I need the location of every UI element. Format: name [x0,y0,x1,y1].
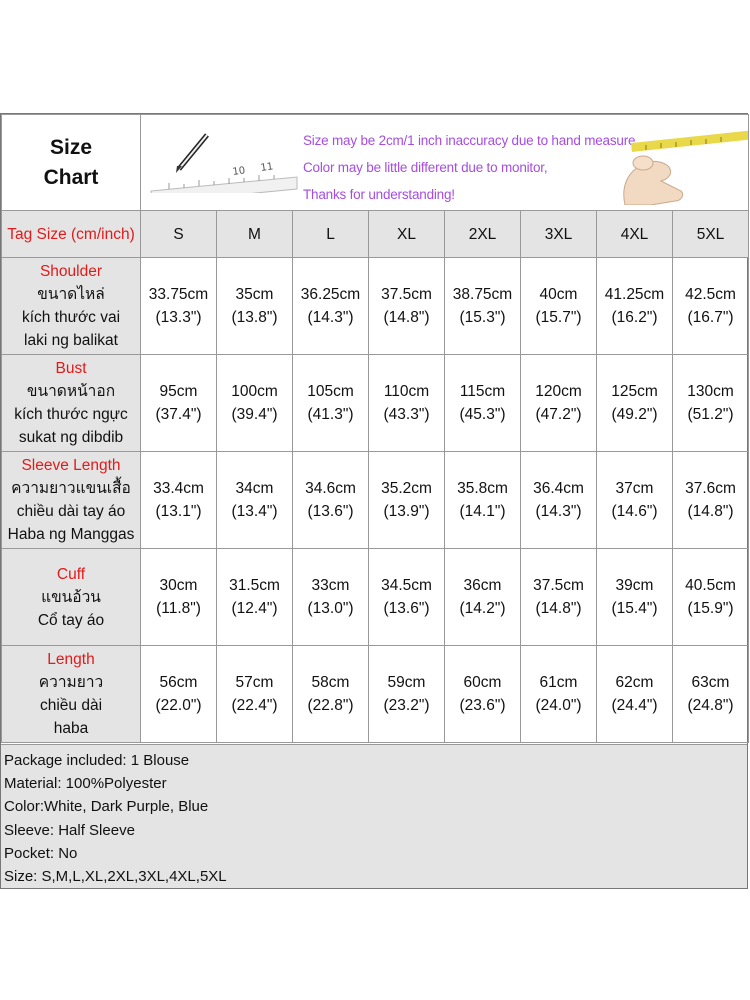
package-included: Package included: 1 Blouse [4,752,190,769]
measurement-cell [521,452,597,549]
size-header-m: M [217,211,293,258]
measurement-cell [369,355,445,452]
value-inch: (13.9") [383,503,430,520]
measurement-translation: kích thước ngực [14,406,128,423]
value-inch: (13.1") [155,503,202,520]
value-cm: 60cm [463,674,502,691]
measurement-cell [521,549,597,646]
value-cm: 100cm [231,383,278,400]
value-inch: (24.4") [611,697,658,714]
size-header-xl: XL [369,211,445,258]
value-inch: (14.8") [687,503,734,520]
measurement-cell [445,452,521,549]
measurement-label [2,452,141,549]
value-cm: 38.75cm [452,286,513,303]
measurement-label [2,646,141,743]
measurement-cell [521,258,597,355]
tag-size-label: Tag Size (cm/inch) [2,211,141,258]
measurement-cell [141,549,217,646]
measurement-cell [673,452,749,549]
value-cm: 58cm [311,674,350,691]
value-inch: (41.3") [307,406,354,423]
measurement-cell [293,452,369,549]
measurement-cell [217,452,293,549]
measurement-cell [217,646,293,743]
note-line-1: Size may be 2cm/1 inch inaccuracy due to hand measure, [303,133,639,148]
value-inch: (13.6") [383,600,430,617]
measurement-translation: haba [53,720,89,737]
measurement-cell [369,549,445,646]
measurement-cell [141,258,217,355]
note-line-2: Color may be little different due to monitor, [303,160,548,175]
size-chart-table [1,114,749,743]
sleeve-type: Sleeve: Half Sleeve [4,821,135,839]
measure-note-banner [141,115,749,211]
value-inch: (23.2") [383,697,430,714]
measurement-cell [445,646,521,743]
value-inch: (24.8") [687,697,734,714]
measurement-cell [597,549,673,646]
value-cm: 35cm [235,286,274,303]
measurement-translation: ความยาวแขนเสื้อ [11,480,131,497]
measurement-cell [293,355,369,452]
size-header-s: S [141,211,217,258]
value-cm: 110cm [383,383,430,400]
value-inch: (22.4") [231,697,278,714]
value-cm: 62cm [615,674,654,691]
value-inch: (22.8") [307,697,354,714]
measurement-row [2,258,749,355]
value-inch: (37.4") [155,406,202,423]
value-inch: (14.6") [611,503,658,520]
value-inch: (22.0") [155,697,202,714]
measurement-cell [141,646,217,743]
value-inch: (24.0") [535,697,582,714]
measurement-cell [445,355,521,452]
value-cm: 33cm [311,577,350,594]
size-chart-title [2,115,141,211]
value-inch: (13.8") [231,309,278,326]
measurement-row [2,549,749,646]
size-chart-sheet [0,113,748,889]
value-cm: 120cm [535,383,582,400]
measurement-translation: Haba ng Manggas [7,526,135,543]
value-inch: (15.3") [459,309,506,326]
value-inch: (14.3") [307,309,354,326]
value-cm: 63cm [691,674,730,691]
ruler-number-11: 11 [259,161,275,174]
value-inch: (14.8") [535,600,582,617]
measurement-cell [597,258,673,355]
measurement-cell [369,646,445,743]
ruler-number-10: 10 [231,165,247,178]
measurement-cell [217,258,293,355]
measurement-cell [673,355,749,452]
value-inch: (39.4") [231,406,278,423]
measurement-cell [445,549,521,646]
value-inch: (45.3") [459,406,506,423]
measurement-title: Sleeve Length [21,457,121,474]
measurement-cell [597,646,673,743]
size-header-5xl: 5XL [673,211,749,258]
value-cm: 34.6cm [305,480,356,497]
measurement-row [2,646,749,743]
value-inch: (16.7") [687,309,734,326]
value-inch: (16.2") [611,309,658,326]
measurement-cell [217,549,293,646]
value-cm: 115cm [459,383,506,400]
material: Material: 100%Polyester [4,775,167,793]
product-details [1,744,747,888]
value-inch: (15.9") [687,600,734,617]
value-cm: 59cm [387,674,426,691]
measurement-cell [293,549,369,646]
measurement-translation: sukat ng dibdib [18,429,124,446]
value-inch: (23.6") [459,697,506,714]
measurement-title: Length [47,651,95,668]
value-cm: 95cm [159,383,198,400]
value-inch: (13.4") [231,503,278,520]
measurement-translation: Cổ tay áo [37,611,105,629]
value-cm: 33.4cm [153,480,204,497]
measurement-cell [597,355,673,452]
color-options: Color:White, Dark Purple, Blue [4,798,209,816]
measurement-label [2,549,141,646]
ruler-pencil-icon [149,133,299,193]
title-line-2: Chart [43,165,99,189]
measurement-cell [445,258,521,355]
value-cm: 56cm [159,674,198,691]
measurement-translation: ขนาดหน้าอก [26,383,116,400]
measurement-translation: laki ng balikat [24,332,118,349]
size-header-4xl: 4XL [597,211,673,258]
value-inch: (49.2") [611,406,658,423]
measurement-cell [521,646,597,743]
value-cm: 37.5cm [533,577,584,594]
value-cm: 39cm [615,577,654,594]
value-cm: 61cm [539,674,578,691]
value-cm: 35.2cm [381,480,432,497]
tag-size-row [2,211,749,258]
value-inch: (47.2") [535,406,582,423]
value-cm: 35.8cm [457,480,508,497]
measurement-translation: chiều dài [39,697,103,714]
value-cm: 40cm [539,286,578,303]
value-inch: (11.8") [156,600,201,617]
value-cm: 31.5cm [229,577,280,594]
note-line-3: Thanks for understanding! [303,187,455,202]
hand-tape-measure-icon [611,121,748,205]
value-cm: 125cm [611,383,658,400]
value-cm: 34.5cm [381,577,432,594]
value-cm: 42.5cm [685,286,736,303]
measurement-translation: ความยาว [38,674,104,691]
measurement-label [2,258,141,355]
measurement-cell [141,355,217,452]
measurement-translation: chiều dài tay áo [16,503,126,520]
measurement-translation: kích thước vai [21,309,121,326]
value-cm: 30cm [159,577,198,594]
measurement-cell [369,452,445,549]
header-row [2,115,749,211]
value-cm: 41.25cm [604,286,665,303]
measurement-cell [673,646,749,743]
measurement-cell [217,355,293,452]
value-inch: (51.2") [687,406,734,423]
value-cm: 37cm [615,480,654,497]
measurement-title: Cuff [56,565,86,583]
measurement-cell [293,258,369,355]
value-cm: 36.4cm [533,480,584,497]
value-cm: 36.25cm [300,286,361,303]
measurement-title: Bust [55,360,87,377]
measurement-cell [673,258,749,355]
value-cm: 33.75cm [148,286,209,303]
size-header-3xl: 3XL [521,211,597,258]
value-cm: 130cm [687,383,734,400]
measurement-translation: ขนาดไหล่ [37,286,105,303]
value-cm: 34cm [235,480,274,497]
size-header-2xl: 2XL [445,211,521,258]
value-inch: (43.3") [383,406,430,423]
value-inch: (14.2") [459,600,506,617]
size-header-l: L [293,211,369,258]
value-cm: 57cm [235,674,274,691]
value-cm: 36cm [463,577,502,594]
value-cm: 37.6cm [685,480,736,497]
value-inch: (13.3") [155,309,202,326]
measurement-title: Shoulder [39,263,103,280]
measurement-translation: แขนอ้วน [41,588,101,606]
value-cm: 105cm [307,383,354,400]
measure-notes [303,127,639,208]
measurement-cell [293,646,369,743]
value-cm: 40.5cm [685,577,736,594]
value-inch: (14.1") [459,503,506,520]
measurement-cell [673,549,749,646]
measurement-row [2,452,749,549]
value-inch: (15.4") [611,600,658,617]
value-inch: (12.4") [231,600,278,617]
measurement-cell [597,452,673,549]
value-cm: 37.5cm [381,286,432,303]
measurement-label [2,355,141,452]
title-line-1: Size [49,135,93,159]
measurement-cell [141,452,217,549]
value-inch: (15.7") [535,309,582,326]
size-list: Size: S,M,L,XL,2XL,3XL,4XL,5XL [4,868,227,886]
value-inch: (14.3") [535,503,582,520]
pocket-info: Pocket: No [4,844,78,862]
measurement-cell [369,258,445,355]
measurement-cell [521,355,597,452]
value-inch: (13.0") [307,600,354,617]
value-inch: (14.8") [383,309,430,326]
value-inch: (13.6") [307,503,354,520]
measurement-row [2,355,749,452]
